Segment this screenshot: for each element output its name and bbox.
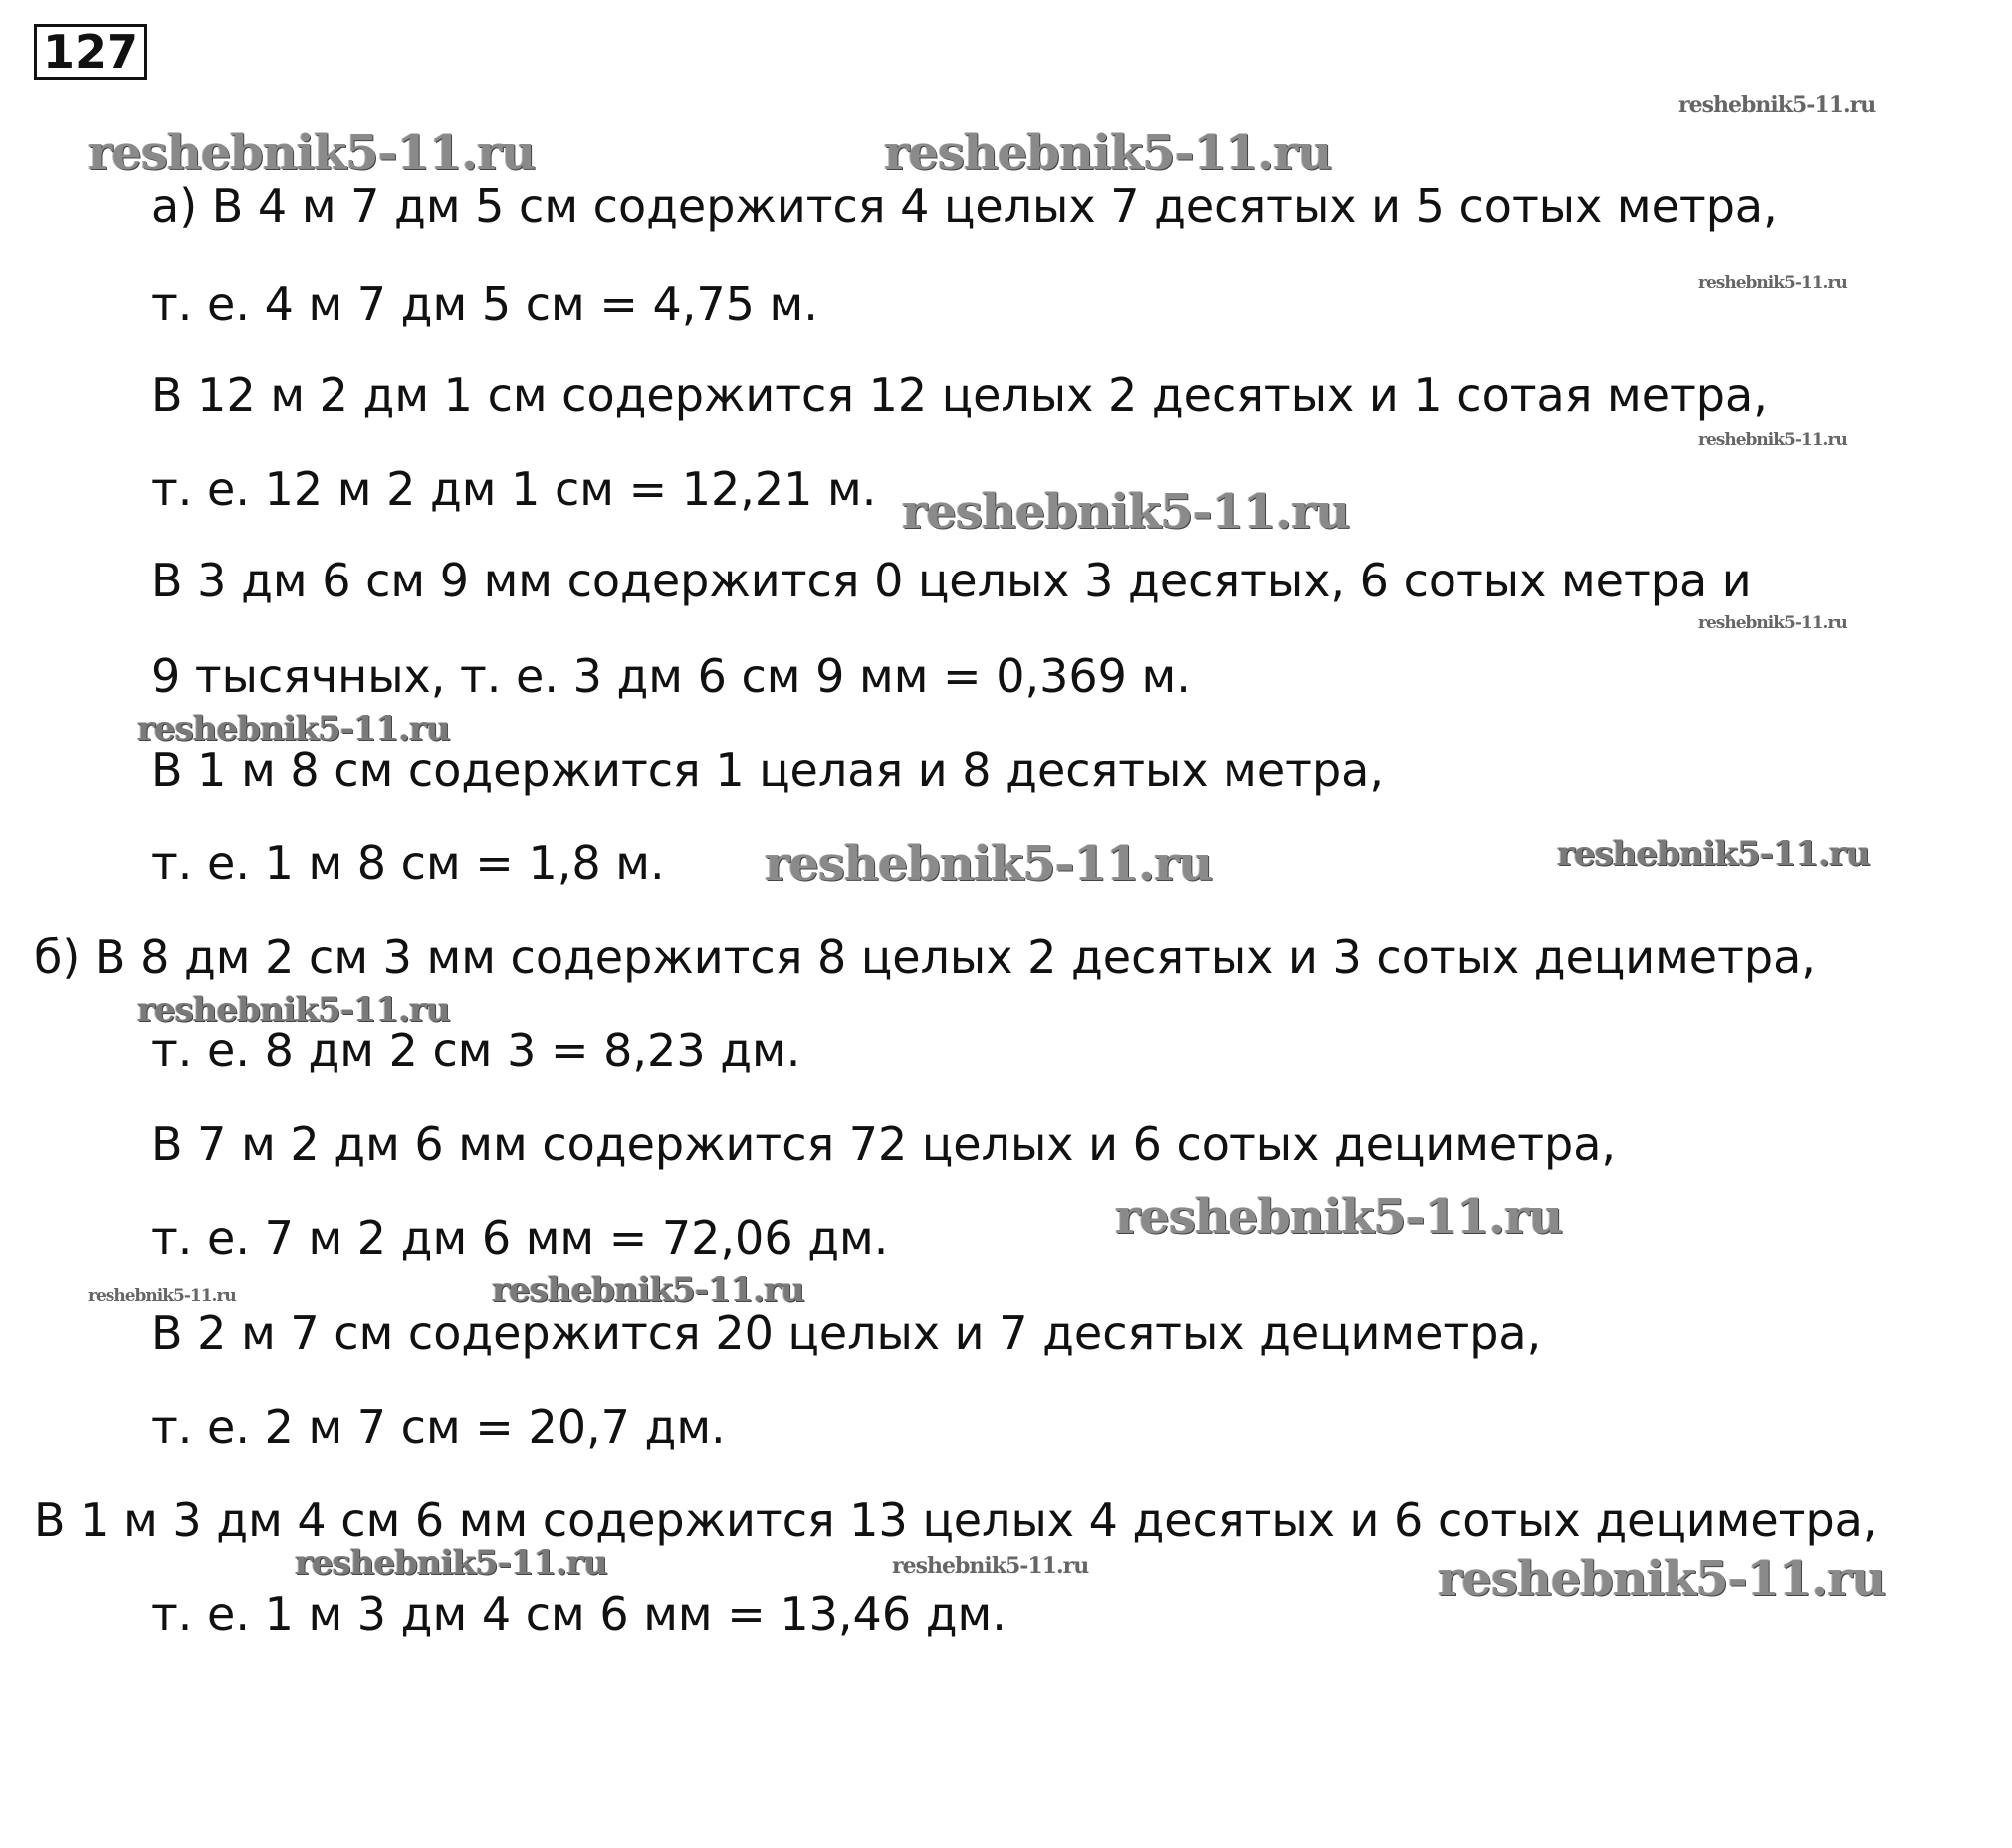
watermark: reshebnik5-11.ru	[1678, 92, 1876, 117]
solution-line: т. е. 1 м 3 дм 4 см 6 мм = 13,46 дм.	[151, 1587, 1006, 1641]
watermark: reshebnik5-11.ru	[902, 484, 1350, 540]
watermark: reshebnik5-11.ru	[765, 836, 1213, 892]
solution-line: т. е. 4 м 7 дм 5 см = 4,75 м.	[151, 277, 818, 331]
watermark: reshebnik5-11.ru	[88, 125, 536, 181]
watermark: reshebnik5-11.ru	[295, 1543, 607, 1583]
watermark: reshebnik5-11.ru	[1698, 613, 1847, 633]
watermark: reshebnik5-11.ru	[137, 709, 450, 749]
watermark: reshebnik5-11.ru	[1698, 430, 1847, 450]
watermark: reshebnik5-11.ru	[137, 990, 450, 1030]
solution-line: т. е. 7 м 2 дм 6 мм = 72,06 дм.	[151, 1211, 889, 1265]
solution-line: В 1 м 3 дм 4 см 6 мм содержится 13 целых 4 десятых и 6 сотых дециметра,	[34, 1494, 1878, 1547]
solution-line: В 2 м 7 см содержится 20 целых и 7 десятых дециметра,	[151, 1306, 1542, 1360]
watermark: reshebnik5-11.ru	[88, 1286, 236, 1306]
watermark: reshebnik5-11.ru	[892, 1553, 1089, 1579]
watermark: reshebnik5-11.ru	[1115, 1189, 1563, 1245]
solution-line: б) В 8 дм 2 см 3 мм содержится 8 целых 2 десятых и 3 сотых дециметра,	[34, 930, 1816, 984]
watermark: reshebnik5-11.ru	[1438, 1551, 1886, 1607]
solution-line: В 3 дм 6 см 9 мм содержится 0 целых 3 десятых, 6 сотых метра и	[151, 554, 1752, 607]
watermark: reshebnik5-11.ru	[492, 1270, 804, 1310]
solution-line: В 1 м 8 см содержится 1 целая и 8 десятых метра,	[151, 743, 1384, 797]
watermark: reshebnik5-11.ru	[1557, 834, 1870, 874]
watermark: reshebnik5-11.ru	[884, 125, 1332, 181]
solution-line: т. е. 8 дм 2 см 3 = 8,23 дм.	[151, 1024, 801, 1077]
solution-line: 9 тысячных, т. е. 3 дм 6 см 9 мм = 0,369 м.	[151, 649, 1191, 703]
solution-line: т. е. 12 м 2 дм 1 см = 12,21 м.	[151, 462, 877, 516]
solution-line: т. е. 2 м 7 см = 20,7 дм.	[151, 1400, 726, 1454]
solution-line: В 12 м 2 дм 1 см содержится 12 целых 2 десятых и 1 сотая метра,	[151, 368, 1768, 422]
solution-line: а) В 4 м 7 дм 5 см содержится 4 целых 7 десятых и 5 сотых метра,	[151, 179, 1778, 233]
watermark: reshebnik5-11.ru	[1698, 273, 1847, 293]
solution-line: В 7 м 2 дм 6 мм содержится 72 целых и 6 сотых дециметра,	[151, 1117, 1617, 1171]
solution-line: т. е. 1 м 8 см = 1,8 м.	[151, 836, 665, 890]
problem-number: 127	[34, 24, 147, 80]
